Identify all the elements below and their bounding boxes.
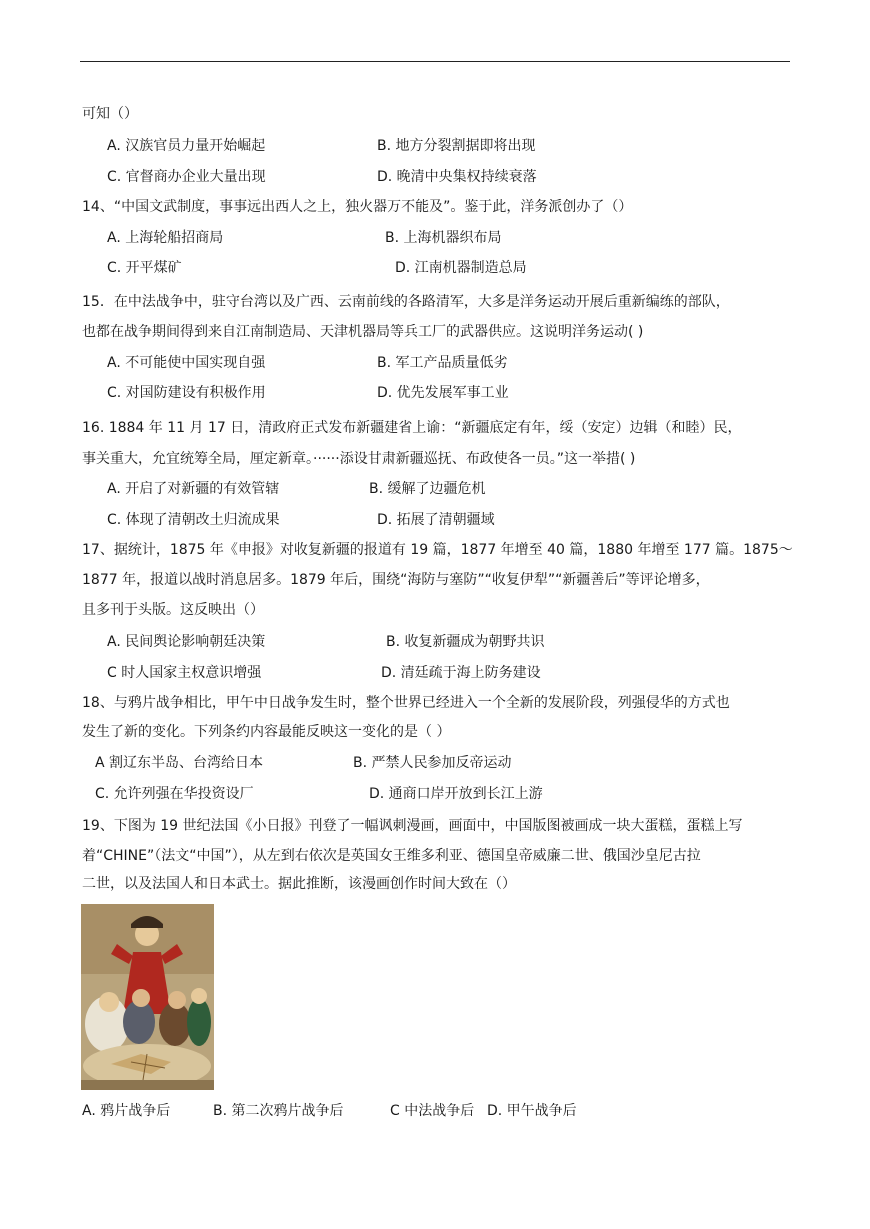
q17-option-b: B. 收复新疆成为朝野共识 <box>386 634 545 650</box>
q14-option-c: C. 开平煤矿 <box>107 260 182 276</box>
q15-option-b: B. 军工产品质量低劣 <box>377 355 508 371</box>
q17-option-d: D. 清廷疏于海上防务建设 <box>381 665 541 681</box>
q17-option-a: A. 民间舆论影响朝廷决策 <box>107 634 266 650</box>
q18-option-a: A 割辽东半岛、台湾给日本 <box>95 755 264 771</box>
q15-stem-line-1: 15．在中法战争中，驻守台湾以及广西、云南前线的各路清军，大多是洋务运动开展后重新编练的部队， <box>82 294 730 310</box>
q17-option-c: C 时人国家主权意识增强 <box>107 665 262 681</box>
q16-option-c: C. 体现了清朝改土归流成果 <box>107 512 280 528</box>
q19-option-a: A. 鸦片战争后 <box>82 1103 171 1119</box>
q19-option-d: D. 甲午战争后 <box>487 1103 577 1119</box>
q16-option-a: A. 开启了对新疆的有效管辖 <box>107 481 280 497</box>
q19-option-c: C 中法战争后 <box>390 1103 475 1119</box>
q15-option-a: A. 不可能使中国实现自强 <box>107 355 266 371</box>
q16-option-d: D. 拓展了清朝疆域 <box>377 512 495 528</box>
q18-stem-line-2: 发生了新的变化。下列条约内容最能反映这一变化的是（ ） <box>82 724 451 740</box>
q13-option-a: A. 汉族官员力量开始崛起 <box>107 138 266 154</box>
q18-option-d: D. 通商口岸开放到长江上游 <box>369 786 543 802</box>
q15-option-d: D. 优先发展军事工业 <box>377 385 509 401</box>
q19-stem-line-3: 二世，以及法国人和日本武士。据此推断，该漫画创作时间大致在（） <box>82 876 516 892</box>
q14-stem: 14、“中国文武制度，事事远出西人之上，独火器万不能及”。鉴于此，洋务派创办了（） <box>82 199 633 215</box>
q13-option-b: B. 地方分裂割据即将出现 <box>377 138 536 154</box>
q18-option-b: B. 严禁人民参加反帝运动 <box>353 755 512 771</box>
q16-stem-line-2: 事关重大，允宜统筹全局，厘定新章。······添设甘肃新疆巡抚、布政使各一员。”这一举措( ) <box>82 451 636 467</box>
q16-option-b: B. 缓解了边疆危机 <box>369 481 486 497</box>
q19-option-b: B. 第二次鸦片战争后 <box>213 1103 344 1119</box>
q17-stem-line-3: 且多刊于头版。这反映出（） <box>82 602 264 618</box>
q13-option-c: C. 官督商办企业大量出现 <box>107 169 266 185</box>
q14-option-b: B. 上海机器织布局 <box>385 230 502 246</box>
q13-stem-tail: 可知（） <box>82 106 138 122</box>
q13-option-d: D. 晚清中央集权持续衰落 <box>377 169 537 185</box>
q14-option-d: D. 江南机器制造总局 <box>395 260 527 276</box>
satirical-cartoon-image <box>81 904 214 1090</box>
q15-stem-line-2: 也都在战争期间得到来自江南制造局、天津机器局等兵工厂的武器供应。这说明洋务运动( ) <box>82 324 644 340</box>
q14-option-a: A. 上海轮船招商局 <box>107 230 224 246</box>
q15-option-c: C. 对国防建设有积极作用 <box>107 385 266 401</box>
q19-stem-line-1: 19、下图为 19 世纪法国《小日报》刊登了一幅讽刺漫画，画面中，中国版图被画成一块大蛋糕，蛋糕上写 <box>82 818 743 834</box>
q16-stem-line-1: 16. 1884 年 11 月 17 日，清政府正式发布新疆建省上谕：“新疆底定有年，绥（安定）边辑（和睦）民， <box>82 420 742 436</box>
q17-stem-line-1: 17、据统计，1875 年《申报》对收复新疆的报道有 19 篇，1877 年增至 40 篇，1880 年增至 177 篇。1875～ <box>82 542 793 558</box>
q19-stem-line-2: 着“CHINE”（法文“中国”），从左到右依次是英国女王维多利亚、德国皇帝威廉二世、俄国沙皇尼古拉 <box>82 848 701 864</box>
q17-stem-line-2: 1877 年，报道以战时消息居多。1879 年后，围绕“海防与塞防”“收复伊犁”“新疆善后”等评论增多， <box>82 572 710 588</box>
header-rule <box>80 61 790 62</box>
q18-stem-line-1: 18、与鸦片战争相比，甲午中日战争发生时，整个世界已经进入一个全新的发展阶段，列强侵华的方式也 <box>82 695 730 711</box>
q18-option-c: C. 允许列强在华投资设厂 <box>95 786 254 802</box>
